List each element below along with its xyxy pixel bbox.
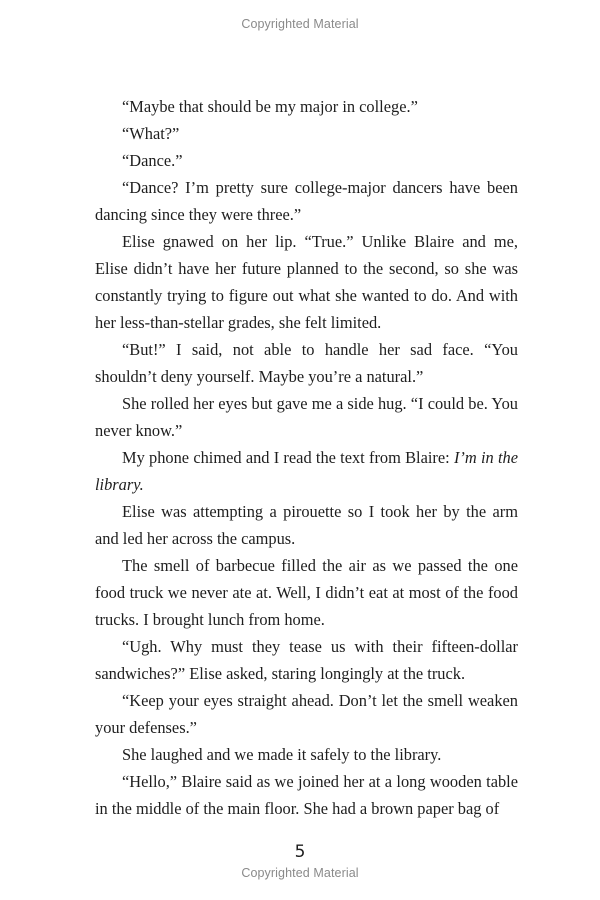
paragraph: “Maybe that should be my major in college.” <box>122 97 418 116</box>
page-number: 5 <box>294 842 306 862</box>
paragraph: “But!” I said, not able to handle her sad face. “You shouldn’t deny yourself. Maybe you’re a natural.” <box>95 340 518 386</box>
text-message-italic: I’m in the library. <box>95 448 518 494</box>
paragraph: She rolled her eyes but gave me a side hug. “I could be. You never know.” <box>95 394 518 440</box>
paragraph: She laughed and we made it safely to the library. <box>122 745 442 764</box>
paragraph: “Ugh. Why must they tease us with their fifteen-dollar sandwiches?” Elise asked, staring longingly at the truck. <box>95 637 518 683</box>
paragraph: Elise gnawed on her lip. “True.” Unlike Blaire and me, Elise didn’t have her future planned to the second, so she was constantly trying to figure out what she wanted to do. And with her less-than-stellar grades, she felt limited. <box>95 232 518 332</box>
book-page-text <box>95 93 518 822</box>
copyright-watermark-top: Copyrighted Material <box>241 17 359 31</box>
paragraph: “What?” <box>122 124 180 143</box>
copyright-watermark-bottom: Copyrighted Material <box>241 866 359 880</box>
paragraph: “Dance.” <box>122 151 183 170</box>
paragraph-lead: My phone chimed and I read the text from Blaire: <box>122 448 454 467</box>
paragraph: The smell of barbecue filled the air as we passed the one food truck we never ate at. Well, I didn’t eat at most of the food trucks. I brought lunch from home. <box>95 556 518 629</box>
paragraph: “Dance? I’m pretty sure college-major dancers have been dancing since they were three.” <box>95 178 518 224</box>
paragraph: Elise was attempting a pirouette so I took her by the arm and led her across the campus. <box>95 502 518 548</box>
paragraph <box>95 444 518 498</box>
paragraph: “Hello,” Blaire said as we joined her at a long wooden table in the middle of the main floor. She had a brown paper bag of <box>95 772 518 818</box>
paragraph: “Keep your eyes straight ahead. Don’t let the smell weaken your defenses.” <box>95 691 518 737</box>
